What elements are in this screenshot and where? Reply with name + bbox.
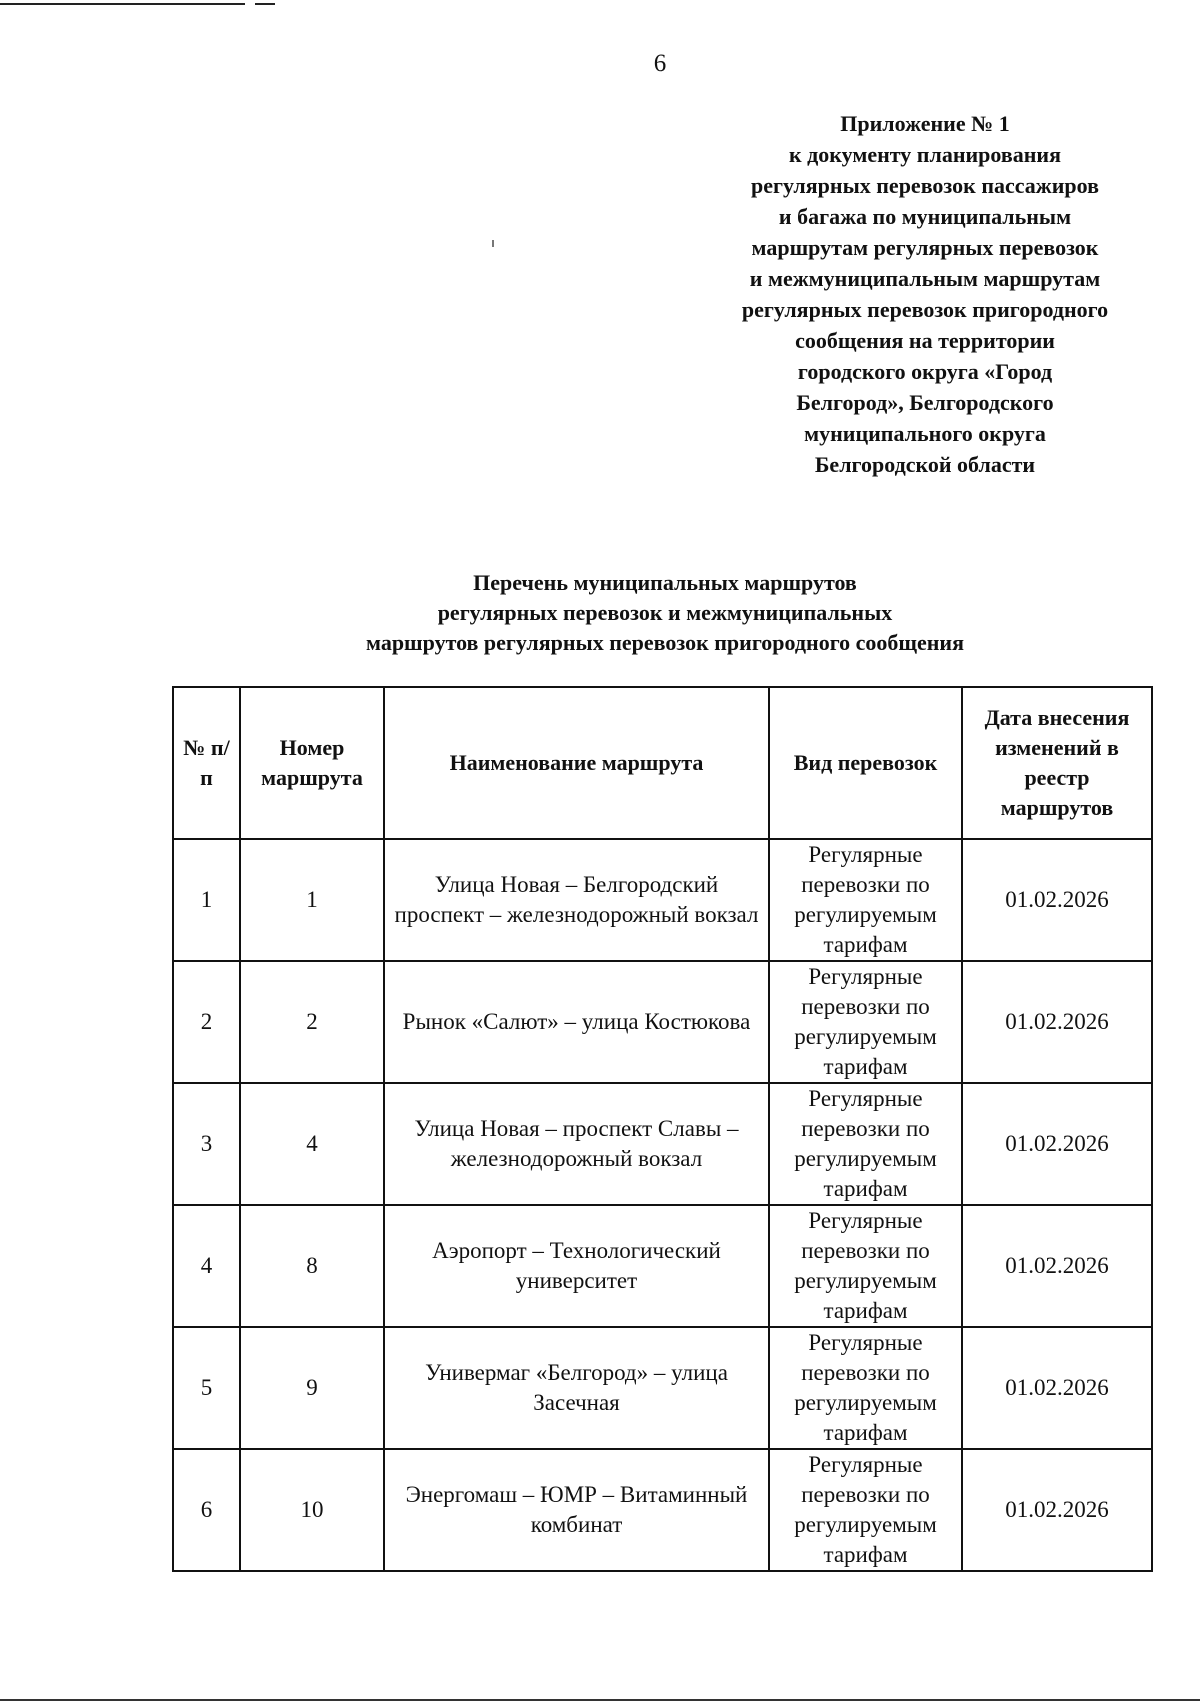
header-route-name: Наименование маршрута [384,687,769,839]
cell-route-number: 4 [240,1083,384,1205]
cell-change-date: 01.02.2026 [962,961,1152,1083]
cell-num: 3 [173,1083,240,1205]
list-title-line: Перечень муниципальных маршрутов [473,570,857,595]
scan-edge-line [255,3,275,5]
cell-route-number: 1 [240,839,384,961]
cell-route-name: Улица Новая – проспект Славы – железнодорожный вокзал [384,1083,769,1205]
cell-route-number: 9 [240,1327,384,1449]
cell-change-date: 01.02.2026 [962,1083,1152,1205]
cell-route-name: Универмаг «Белгород» – улица Засечная [384,1327,769,1449]
appendix-line: Приложение № 1 [840,111,1010,136]
appendix-line: городского округа «Город [797,359,1053,384]
table-row [173,1449,1152,1571]
table-row [173,1205,1152,1327]
table-row [173,1083,1152,1205]
appendix-line: Белгородской области [814,452,1036,477]
cell-route-name: Улица Новая – Белгородский проспект – железнодорожный вокзал [384,839,769,961]
cell-route-number: 2 [240,961,384,1083]
appendix-line: регулярных перевозок пассажиров [750,173,1099,198]
page-number: 6 [653,50,667,77]
header-route-number: Номер маршрута [240,687,384,839]
appendix-line: и межмуниципальным маршрутам [749,266,1101,291]
list-title [170,568,1160,658]
appendix-line: муниципального округа [804,421,1046,446]
cell-route-number: 10 [240,1449,384,1571]
cell-transport-type: Регулярные перевозки по регулируемым тарифам [769,1449,962,1571]
list-title-line: регулярных перевозок и межмуниципальных [437,600,893,625]
cell-route-name: Рынок «Салют» – улица Костюкова [384,961,769,1083]
table-header-row [173,687,1152,839]
table-row [173,961,1152,1083]
header-change-date: Дата внесения изменений в реестр маршрутов [962,687,1152,839]
appendix-line: и багажа по муниципальным [778,204,1072,229]
cell-transport-type: Регулярные перевозки по регулируемым тарифам [769,839,962,961]
cell-num: 2 [173,961,240,1083]
table-row [173,839,1152,961]
scan-edge-line [0,3,245,5]
cell-transport-type: Регулярные перевозки по регулируемым тарифам [769,1083,962,1205]
cell-route-number: 8 [240,1205,384,1327]
cell-num: 6 [173,1449,240,1571]
appendix-heading [700,108,1150,480]
cell-change-date: 01.02.2026 [962,839,1152,961]
appendix-line: к документу планирования [788,142,1061,167]
cell-change-date: 01.02.2026 [962,1205,1152,1327]
appendix-line: Белгород», Белгородского [796,390,1054,415]
cell-num: 5 [173,1327,240,1449]
cell-route-name: Энергомаш – ЮМР – Витаминный комбинат [384,1449,769,1571]
appendix-line: сообщения на территории [795,328,1055,353]
cell-transport-type: Регулярные перевозки по регулируемым тарифам [769,1205,962,1327]
appendix-line: регулярных перевозок пригородного [741,297,1109,322]
table-row [173,1327,1152,1449]
header-num: № п/п [173,687,240,839]
header-transport-type: Вид перевозок [769,687,962,839]
list-title-line: маршрутов регулярных перевозок пригородного сообщения [365,630,964,655]
appendix-line: маршрутам регулярных перевозок [751,235,1099,260]
scan-edge-line [0,1699,1200,1701]
cell-change-date: 01.02.2026 [962,1449,1152,1571]
cell-transport-type: Регулярные перевозки по регулируемым тарифам [769,961,962,1083]
scan-speck [492,240,494,247]
cell-change-date: 01.02.2026 [962,1327,1152,1449]
cell-route-name: Аэропорт – Технологический университет [384,1205,769,1327]
routes-table [172,686,1153,1572]
cell-num: 1 [173,839,240,961]
cell-num: 4 [173,1205,240,1327]
cell-transport-type: Регулярные перевозки по регулируемым тарифам [769,1327,962,1449]
